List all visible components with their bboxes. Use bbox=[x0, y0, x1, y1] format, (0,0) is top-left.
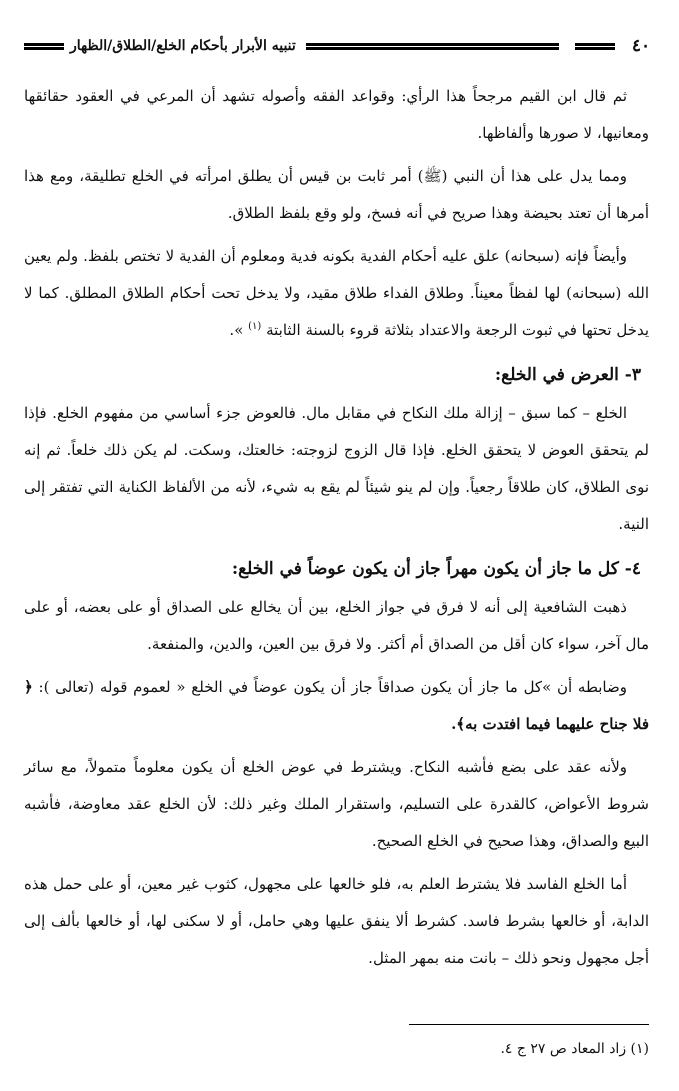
section-4-rule-text: وضابطه أن »كل ما جاز أن يكون صداقاً جاز أن يكون عوضاً في الخلع « لعموم قوله (تعالى ): bbox=[32, 678, 627, 696]
section-3-text: الخلع – كما سبق – إزالة ملك النكاح في مقابل مال. فالعوض جزء أساسي من مفهوم الخلع. فإذا لم يتحقق العوض لا يتحقق الخلع. فإذا قال الزوج لزوجته: خالعتك، وسكت. لم يكن ذلك خلعاً. ثم إنه نوى الطلاق، كان طلاقاً رجعياً. وإن لم ينو شيئاً لم يقع به شيء، لأنه من الألفاظ الكناية التي تفتقر إلى النية. bbox=[24, 404, 649, 533]
footnote: (١) زاد المعاد ص ٢٧ ج ٤. bbox=[500, 1041, 649, 1057]
paragraph-fidya-text: وأيضاً فإنه (سبحانه) علق عليه أحكام الفدية بكونه فدية ومعلوم أن الفدية لا تختص بلفظ. ولم يعين الله (سبحانه) لها لفظاً معيناً. وطلاق الفداء طلاق مقيد، ولا يدخل تحت أحكام الطلاق المطلق. كما لا يدخل تحتها في ثبوت الرجعة والاعتداد بثلاثة قروء بالسنة الثابتة bbox=[24, 247, 649, 339]
footnote-divider bbox=[409, 1024, 649, 1025]
paragraph-ibn-qayyim: ثم قال ابن القيم مرجحاً هذا الرأي: وقواعد الفقه وأصوله تشهد أن المرعي في العقود حقائقها ومعانيها، لا صورها وألفاظها. bbox=[24, 87, 649, 142]
paragraph-thabit: ومما يدل على هذا أن النبي (ﷺ) أمر ثابت بن قيس أن يطلق امرأته في الخلع تطليقة، ومع هذا أمرها أن تعتد بحيضة وهذا صريح في أنه فسخ، ولو وقع بلفظ الطلاق. bbox=[24, 167, 649, 222]
header-ornament-middle bbox=[306, 43, 559, 50]
section-4-heading: ٤- كل ما جاز أن يكون مهراً جاز أن يكون عوضاً في الخلع: bbox=[231, 559, 641, 579]
header-ornament-right bbox=[575, 43, 615, 50]
paragraph-fidya-end: ». bbox=[229, 321, 249, 339]
body-text bbox=[24, 78, 649, 977]
section-4-rule bbox=[24, 669, 649, 743]
section-4-invalid-khul: أما الخلع الفاسد فلا يشترط العلم به، فلو خالعها على مجهول، كثوب غير معين، أو على حمل هذه الدابة، أو خالعها بشرط فاسد. كشرط ألا ينفق عليها وهي حامل، أو لا سكنى لها، أو خالعها بألف إلى أجل مجهول ونحو ذلك – بانت منه بمهر المثل. bbox=[24, 875, 649, 967]
paragraph-fidya bbox=[24, 238, 649, 349]
section-4-shafiiya: ذهبت الشافعية إلى أنه لا فرق في جواز الخلع، بين أن يخالع على الصداق أو على بعضه، أو على مال آخر، سواء كان أقل من الصداق أم أكثر. ولا فرق بين العين، والدين، والمنفعة. bbox=[24, 598, 649, 653]
page-number: ٤٠ bbox=[631, 36, 651, 56]
section-3-heading: ٣- العرض في الخلع: bbox=[494, 365, 641, 385]
footnote-marker: (١) bbox=[248, 321, 262, 332]
running-title: تنبيه الأبرار بأحكام الخلع/الطلاق/الظهار bbox=[70, 38, 296, 54]
quran-verse: ﴿ فلا جناح عليهما فيما افتدت به﴾. bbox=[24, 678, 649, 733]
header-ornament-left bbox=[24, 43, 64, 50]
section-4-contract: ولأنه عقد على بضع فأشبه النكاح. ويشترط في عوض الخلع أن يكون معلوماً متمولاً، مع سائر شروط الأعواض، كالقدرة على التسليم، واستقرار الملك وغير ذلك: لأن الخلع عقد معاوضة، فأشبه البيع والصداق، وهذا صحيح في الخلع الصحيح. bbox=[24, 758, 649, 850]
running-header bbox=[18, 34, 661, 58]
